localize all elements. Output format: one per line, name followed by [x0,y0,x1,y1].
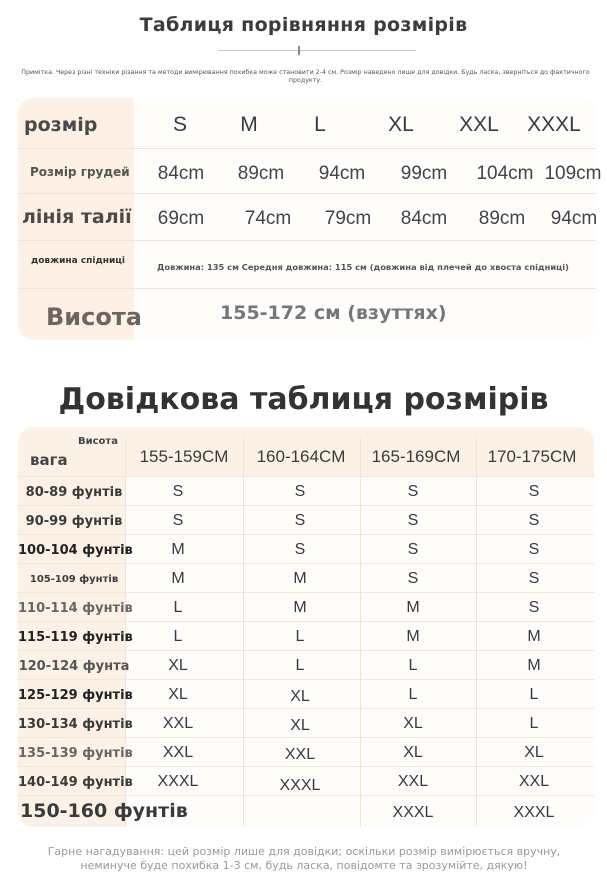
weight-label: 130-134 фунтів [18,717,133,732]
size-cell: S [407,483,419,500]
chest-value: 99cm [400,163,448,184]
size-cell: S [407,541,419,558]
size-cell: M [171,570,185,587]
row-divider [18,592,594,593]
height-column-header: 165-169CM [371,447,461,466]
page-title: Таблиця порівняння розмірів [139,14,468,36]
size-cell: XXL [397,773,429,790]
size-cell: S [294,541,306,558]
column-divider [243,438,244,827]
size-cell: S [172,483,184,500]
title-divider-mark [298,46,300,55]
size-cell: L [529,686,539,703]
size-cell: XL [290,717,310,734]
size-header: XL [388,113,414,136]
size-cell: L [173,628,183,645]
row-divider [18,534,594,535]
waist-value: 69cm [157,208,205,229]
size-cell: XXL [284,746,316,763]
size-cell: XL [403,744,423,761]
row-divider [18,737,594,738]
size-cell: XL [524,744,544,761]
waist-value: 94cm [550,208,598,229]
size-cell: S [528,599,540,616]
weight-label: 80-89 фунтів [25,485,123,500]
size-cell: S [407,512,419,529]
size-cell: M [293,599,307,616]
weight-label: 90-99 фунтів [25,514,123,529]
measurement-note: Примітка. Через різні техніки різання та методи вимірювання похибка може становити 2-4 см. Розмір наведено лише для довідки. Будь ласка, зверніться до фактичного продукту. [21,69,590,84]
row-divider [18,795,594,796]
size-cell: XXL [162,744,194,761]
size-cell: XXL [518,773,550,790]
size-cell: S [294,483,306,500]
size-cell: M [171,541,185,558]
height-column-header: 170-175CM [487,447,577,466]
size-cell: S [528,541,540,558]
footer-line-2: неминуче буде похибка 1-3 см, будь ласка, повідомте та зрозумійте, дякую! [80,859,528,872]
row-divider [18,621,594,622]
row-divider [18,193,596,194]
size-cell: S [294,512,306,529]
size-header: XXL [459,113,499,136]
column-divider [360,438,361,827]
size-cell: L [408,686,418,703]
row-label-size: розмір [24,114,98,136]
footer-line-1: Гарне нагадування: цей розмір лише для довідки; оскільки розмір вимірюється вручну, [47,845,561,858]
reference-table-title: Довідкова таблиця розмірів [58,382,549,417]
weight-label: 150-160 фунтів [20,800,188,822]
size-header: S [172,113,187,136]
row-label-skirt-length: довжина спідниці [30,256,126,266]
row-label-waist: лінія талії [22,206,132,228]
corner-label-weight: вага [30,451,68,469]
size-cell: S [528,483,540,500]
size-header: M [240,113,258,136]
size-header: L [314,113,326,136]
size-cell: S [407,570,419,587]
size-cell: XL [403,715,423,732]
size-cell: XL [168,686,188,703]
row-divider [18,650,594,651]
chest-value: 104cm [476,163,534,184]
footer-reminder [24,845,584,873]
chest-value: 84cm [157,163,205,184]
row-divider [18,766,594,767]
title-divider [218,50,416,51]
size-cell: XXXL [392,804,434,821]
height-column-header: 160-164CM [256,447,346,466]
size-cell: L [295,657,305,674]
weight-label: 135-139 фунтів [18,746,133,761]
corner-label-height: Висота [78,436,118,447]
weight-label: 125-129 фунтів [18,688,133,703]
size-cell: XXXL [279,777,321,794]
size-cell: XL [168,657,188,674]
size-cell: L [529,715,539,732]
size-cell: L [408,657,418,674]
row-divider [18,240,596,241]
waist-value: 89cm [478,208,526,229]
size-cell: M [406,599,420,616]
chest-value: 109cm [544,163,602,184]
chest-value: 89cm [237,163,285,184]
height-column-header: 155-159CM [139,447,229,466]
weight-label: 110-114 фунтів [18,601,133,616]
weight-label: 140-149 фунтів [18,775,133,790]
size-header: XXXL [527,113,581,136]
weight-label: 105-109 фунтів [29,574,119,585]
row-divider [18,563,594,564]
size-cell: XXXL [513,804,555,821]
row-divider [18,148,596,149]
size-cell: S [172,512,184,529]
row-divider [18,476,594,477]
size-cell: M [527,657,541,674]
weight-label: 115-119 фунтів [18,630,133,645]
chest-value: 94cm [318,163,366,184]
size-cell: XL [290,688,310,705]
size-cell: XXL [162,715,194,732]
waist-value: 74cm [244,208,292,229]
skirt-length-value: Довжина: 135 см Середня довжина: 115 см (довжина від плечей до хвоста спідниці) [157,262,569,272]
size-cell: L [295,628,305,645]
weight-label: 100-104 фунтів [18,543,133,558]
size-cell: M [293,570,307,587]
size-cell: S [528,570,540,587]
row-divider [18,679,594,680]
row-label-chest: Розмір грудей [30,165,130,179]
size-cell: L [173,599,183,616]
size-cell: S [528,512,540,529]
height-value: 155-172 см (взуттях) [220,302,447,324]
waist-value: 84cm [400,208,448,229]
column-divider [476,438,477,827]
size-cell: M [406,628,420,645]
waist-value: 79cm [324,208,372,229]
row-divider [18,708,594,709]
row-label-height: Висота [46,303,142,331]
size-cell: XXXL [157,773,199,790]
size-cell: M [527,628,541,645]
row-divider [18,288,596,289]
row-divider [18,505,594,506]
weight-label: 120-124 фунта [18,659,130,674]
